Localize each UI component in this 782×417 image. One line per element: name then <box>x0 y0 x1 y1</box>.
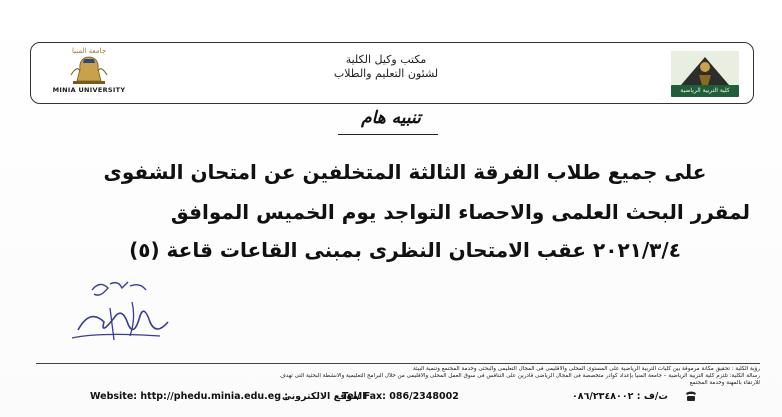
title-underline <box>338 134 438 135</box>
phone-arabic: ت/ف : ٠٨٦/٢٣٤٨٠٠٢ <box>572 391 668 402</box>
tel-fax: Tel/ Fax: 086/2348002 <box>342 391 459 402</box>
minia-university-logo <box>49 47 129 99</box>
university-arabic-name: جامعة المنيا <box>71 47 107 55</box>
notice-line-1: على جميع طلاب الفرقة الثالثة المتخلفين عن امتحان الشفوى <box>103 160 707 184</box>
notice-line-3: ٢٠٢١/٣/٤ عقب الامتحان النظرى بمبنى القاعات قاعة (٥) <box>129 238 681 262</box>
university-caption: MINIA UNIVERSITY <box>52 86 126 94</box>
footer-mission: رسالة الكلية: تلتزم كلية التربية الرياضية – جامعة المنيا بإعداد كوادر متخصصة فى المجال الرياضى قادرين على التنافس فى سوق العمل المحلى والاقليمى من خلال البرامج التعليمية والانشطة البحثية التى تهدف <box>279 373 760 379</box>
notice-title: تنبيه هام <box>361 108 421 128</box>
faculty-logo <box>671 51 739 97</box>
website-link[interactable]: Website: http://phedu.minia.edu.eg : <box>90 391 289 402</box>
footer-vision: رؤية الكلية : تحقيق مكانة مرموقة بين كليات التربية الرياضية على المستوى المحلى والاقليمى فى المجال التعليمى والبحثى وخدمة المجتمع وتنمية البيئة <box>412 366 760 372</box>
office-name <box>301 53 471 81</box>
office-line-1: مكتب وكيل الكلية <box>345 53 427 66</box>
footer-mission-continued: للارتقاء بالمهنة وخدمة المجتمع <box>689 380 760 386</box>
handwritten-signature <box>70 278 180 348</box>
footer-divider <box>36 363 760 364</box>
faculty-caption: كلية التربية الرياضية <box>671 85 739 97</box>
notice-line-2: لمقرر البحث العلمى والاحصاء التواجد يوم الخميس الموافق <box>170 200 750 224</box>
letterhead <box>30 42 754 104</box>
website-label-arabic: الموقع الالكترونى <box>282 391 366 402</box>
faculty-emblem-icon <box>671 51 739 87</box>
office-line-2: لشئون التعليم والطلاب <box>333 67 439 80</box>
phone-icon <box>684 390 698 402</box>
nefertiti-emblem-icon <box>67 55 111 85</box>
